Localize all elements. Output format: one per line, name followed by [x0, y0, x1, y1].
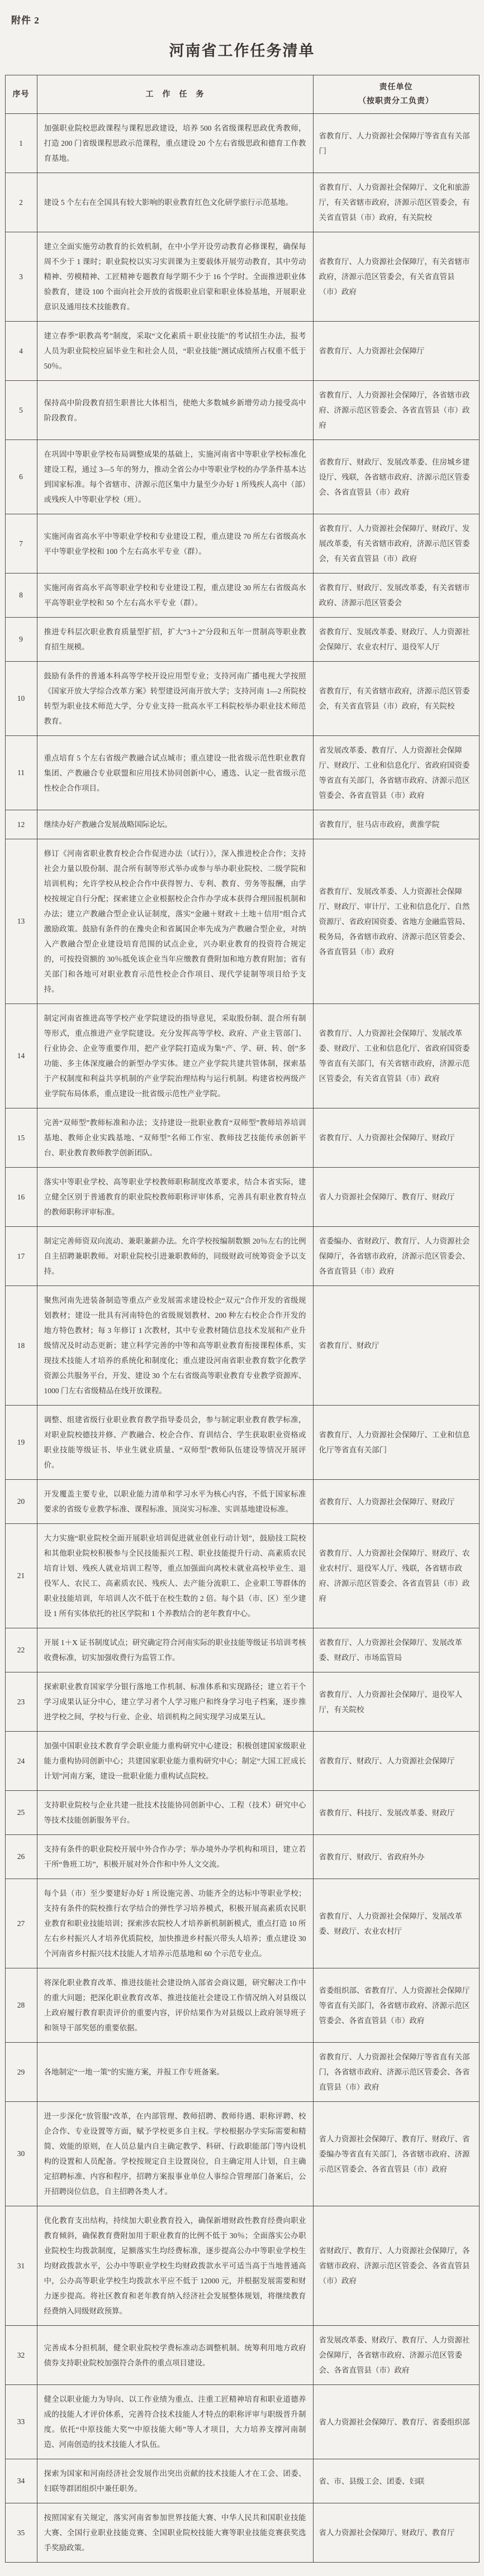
task-text: 加强中国职业技术教育学会职业能力重构研究中心建设；积极创建国家级职业能力重构协同创新中心；共建国家职业能力重构研究中心；制定“大国工匠成长计划”河南方案，建设一批职业能力重构试点院校。: [37, 1732, 313, 1791]
table-row: [5, 514, 479, 573]
table-row: [5, 322, 479, 381]
row-number: 15: [5, 1108, 37, 1168]
responsible-unit-text: 省发展改革委、教育厅、人力资源社会保障厅、财政厅、工业和信息化厅、省政府国资委等省直有关部门，各省辖市政府、济源示范区管委会、各省直管县（市）政府: [313, 736, 479, 810]
responsible-unit-text: 省、市、县级工会、团委、妇联: [313, 2459, 479, 2503]
row-number: 17: [5, 1227, 37, 1286]
row-number: 5: [5, 381, 37, 440]
col-header-unit-line1: 责任单位: [379, 83, 413, 92]
row-number: 11: [5, 736, 37, 810]
row-number: 9: [5, 618, 37, 662]
task-text: 实施河南省高水平高等职业学校和专业建设工程，重点建设 30 所左右省级高水平高等职业学校和 50 个左右高水平专业（群）。: [37, 573, 313, 618]
row-number: 6: [5, 440, 37, 514]
row-number: 14: [5, 1004, 37, 1108]
responsible-unit-text: 省教育厅、人力资源社会保障厅、财政厅、农业农村厅、退役军人厅、残联，各省辖市政府、济源示范区管委会、各省直管县（市）政府: [313, 1524, 479, 1628]
task-text: 每个县（市）至少要建好办好 1 所设施完善、功能齐全的达标中等职业学校；支持有条件的院校推行农学结合的弹性学习培养模式，积极开展高素质农民职业教育和职业技能培训；探索涉农院校人才培养新机制新模式，重点打造 10 所左右乡村振兴人才培养优质院校，加快推进乡村振兴带头人培养；重点建设 30 个河南省乡村振兴技术技能人才培养示范基地和 60 个示范专业点。: [37, 1879, 313, 1968]
task-text: 按照国家有关规定，落实河南省参加世界技能大赛、中华人民共和国职业技能大赛、全国行业职业技能竞赛、全国职业院校技能大赛等职业技能竞赛获奖选手奖励政策。: [37, 2503, 313, 2563]
task-text: 修订《河南省职业教育校企合作促进办法（试行）》，深入推进校企合作；支持社会力量以股份制、混合所有制等形式举办或参与举办职业院校、二级学院和培训机构；允许学校从校企合作中获得智力、专利、教育、劳务等报酬，由学校按规定自行分配；探索建立企业根据校企合作办学成本获得合理回报机制和办法；建立产教融合型企业认证制度，落实“金融＋财政＋土地＋信用”组合式激励政策。鼓励有条件的在豫央企和省属国企率先成为产教融合型企业，对纳入产教融合型企业建设培育范围的试点企业，兴办职业教育的投资符合规定的，可按投资额的 30％抵免该企业当年应缴教育费附加和地方教育附加；省有关部门和各地可对职业教育示范性校企合作项目、现代学徒制等项目给予支持。: [37, 839, 313, 1004]
table-body: [5, 114, 479, 2563]
task-text: 完善成本分担机制，健全职业院校学费标准动态调整机制。统筹利用地方政府债券支持职业院校加强符合条件的重点项目建设。: [37, 2326, 313, 2385]
row-number: 34: [5, 2459, 37, 2503]
table-row: [5, 2459, 479, 2503]
responsible-unit-text: 省教育厅、人力资源社会保障厅、财政厅: [313, 1108, 479, 1168]
col-header-no: 序号: [5, 75, 37, 114]
task-text: 调整、组建省级行业职业教育教学指导委员会，参与制定职业教育教学标准，对职业院校德技并修、产教融合、校企合作、育训结合、学生获取职业资格或职业技能等级证书、毕业生就业质量、“双师型”教师队伍建设等情况开展评价。: [37, 1406, 313, 1480]
task-text: 落实中等职业学校、高等职业学校教师职称制度改革要求，结合本省实际，建立健全区别于普通教育的职业院校教师职称评审体系，完善具有职业教育特点的教师职称评审标准。: [37, 1168, 313, 1227]
row-number: 13: [5, 839, 37, 1004]
task-text: 将深化职业教育改革、推进技能社会建设纳入部省会商议题，研究解决工作中的重大问题；把深化职业教育改革、推进技能社会建设工作情况纳入对县级以上政府履行教育职责评价的重要内容，评价结果作为对县级以上政府领导班子和领导干部奖惩的重要依据。: [37, 1968, 313, 2043]
table-row: [5, 1108, 479, 1168]
row-number: 4: [5, 322, 37, 381]
row-number: 12: [5, 810, 37, 839]
row-number: 8: [5, 573, 37, 618]
row-number: 33: [5, 2385, 37, 2459]
table-row: [5, 573, 479, 618]
task-text: 建立全面实施劳动教育的长效机制，在中小学开设劳动教育必修课程，确保每周不少于 1 课时；职业院校以实习实训课为主要载体开展劳动教育，其中劳动精神、劳模精神、工匠精神专题教育每学期不少于 16 个学时。全面推进职业体验教育，建设 100 个面向社会开放的省级职业启蒙和职业体验基地，开展职业意识及通用技术技能教育。: [37, 232, 313, 322]
responsible-unit-text: 省教育厅、人力资源社会保障厅、发展改革委、财政厅、农业农村厅: [313, 1879, 479, 1968]
table-row: [5, 173, 479, 232]
table-row: [5, 381, 479, 440]
row-number: 22: [5, 1628, 37, 1672]
row-number: 1: [5, 114, 37, 173]
table-row: [5, 1168, 479, 1227]
responsible-unit-text: 省教育厅、财政厅: [313, 1286, 479, 1406]
table-row: [5, 662, 479, 736]
task-text: 健全以职业能力为导向、以工作业绩为重点、注重工匠精神培育和职业道德养成的技能人才评价体系，完善符合技术技能人才特点的职称评审与职级晋升制度。依托“中原技能大奖”“中原技能大师”等人才项目，大力培养支撑河南制造、河南创造的技术技能人才队伍。: [37, 2385, 313, 2459]
col-header-unit-line2: （按职责分工负责）: [358, 97, 434, 106]
responsible-unit-text: 省教育厅、人力资源社会保障厅，各省辖市政府、济源示范区管委会、各省直管县（市）政府: [313, 381, 479, 440]
table-row: [5, 1672, 479, 1732]
responsible-unit-text: 省人力资源社会保障厅、财政厅、教育厅: [313, 2503, 479, 2563]
task-text: 开展 1＋X 证书制度试点；研究确定符合河南实际的职业技能等级证书培训考核收费标准，切实加强收费行为监管工作。: [37, 1628, 313, 1672]
responsible-unit-text: 省人力资源社会保障厅、教育厅、财政厅、省委编办等省直有关部门，各省辖市政府、济源示范区管委会、各省直管县（市）政府: [313, 2102, 479, 2206]
table-row: [5, 2326, 479, 2385]
row-number: 3: [5, 232, 37, 322]
table-row: [5, 232, 479, 322]
responsible-unit-text: 省教育厅、财政厅、人力资源社会保障厅: [313, 1732, 479, 1791]
task-text: 优化教育支出结构，持续加大职业教育投入，确保新增财政性教育经费向职业教育倾斜，确保教育费附加用于职业教育的比例不低于 30％；全面落实公办职业院校生均拨款制度，足额落实生均经费标准，逐步提高公办中等职业学校生均财政拨款水平，公办中等职业学校生均财政拨款水平可适当高于当地普通高中，公办高等职业学校生均拨款水平应不低于 12000 元，并根据发展需要和财力逐步提高。将社区教育和老年教育纳入经济社会发展整体规划，将继续教育经费纳入同级财政预算。: [37, 2206, 313, 2326]
responsible-unit-text: 省人力资源社会保障厅、教育厅、省委组织部: [313, 2385, 479, 2459]
responsible-unit-text: 省教育厅、科技厅、发展改革委、财政厅: [313, 1791, 479, 1835]
row-number: 29: [5, 2043, 37, 2102]
responsible-unit-text: 省教育厅，驻马店市政府，黄淮学院: [313, 810, 479, 839]
table-row: [5, 1524, 479, 1628]
table-row: [5, 440, 479, 514]
task-text: 在巩固中等职业学校布局调整成果的基础上，实施河南省中等职业学校标准化建设工程，通过 3—5 年的努力，推动全省公办中等职业学校的办学条件基本达到国家标准。每个省辖市、济源示范区集中力量至少办好 1 所残疾人高中（部）或残疾人中等职业学校（班）。: [37, 440, 313, 514]
row-number: 18: [5, 1286, 37, 1406]
row-number: 25: [5, 1791, 37, 1835]
responsible-unit-text: 省教育厅、人力资源社会保障厅、文化和旅游厅，有关省辖市政府，济源示范区管委会，有关省直管县（市）政府，有关院校: [313, 173, 479, 232]
table-row: [5, 618, 479, 662]
table-row: [5, 1286, 479, 1406]
table-row: [5, 2385, 479, 2459]
row-number: 10: [5, 662, 37, 736]
table-row: [5, 2102, 479, 2206]
task-text: 建立春季“职教高考”制度，采取“文化素质＋职业技能”的考试招生办法，报考人员为职业院校应届毕业生和社会人员，“职业技能”测试成绩所占权重不低于 50％。: [37, 322, 313, 381]
task-text: 推进专科层次职业教育质量型扩招，扩大“3＋2”分段和五年一贯制高等职业教育招生规模。: [37, 618, 313, 662]
table-row: [5, 1968, 479, 2043]
responsible-unit-text: 省教育厅、发展改革委、人力资源社会保障厅、财政厅、审计厅、工业和信息化厅、自然资源厅、省政府国资委、省地方金融监管局、税务局，各省辖市政府、济源示范区管委会、各省直管县（市）政府: [313, 839, 479, 1004]
responsible-unit-text: 省教育厅、人力资源社会保障厅、退役军人厅，有关院校: [313, 1672, 479, 1732]
responsible-unit-text: 省教育厅、人力资源社会保障厅、发展改革委、财政厅、市场监管局: [313, 1628, 479, 1672]
row-number: 23: [5, 1672, 37, 1732]
row-number: 16: [5, 1168, 37, 1227]
table-row: [5, 1879, 479, 1968]
responsible-unit-text: 省发展改革委、财政厅、教育厅、人力资源社会保障厅，各省辖市政府、济源示范区管委会、各省直管县（市）政府: [313, 2326, 479, 2385]
task-text: 建设 5 个左右在全国具有较大影响的职业教育红色文化研学旅行示范基地。: [37, 173, 313, 232]
responsible-unit-text: 省教育厅、人力资源社会保障厅，有关省辖市政府，济源示范区管委会，有关省直管县（市）政府: [313, 232, 479, 322]
responsible-unit-text: 省教育厅、人力资源社会保障厅、财政厅、发展改革委，有关省辖市政府，济源示范区管委会，有关省直管县（市）政府: [313, 514, 479, 573]
row-number: 35: [5, 2503, 37, 2563]
responsible-unit-text: 省教育厅、财政厅、发展改革委，有关省辖市政府、济源示范区管委会: [313, 573, 479, 618]
task-text: 进一步深化“放管服”改革，在内部管理、教师招聘、教师待遇、职称评聘、校企合作、专业设置等方面，赋予学校更多自主权。学校根据办学实际需要和精简、效能的原则，在人员总量内自主确定教学、科研、行政职能部门等内设机构的设置和人员配备。学校按规定自主设置岗位，自主确定用人计划，自主确定招聘标准、内容和程序，招聘方案报事业单位人事综合管理部门备案后，公开招聘岗位信息，自主招聘各类人才。: [37, 2102, 313, 2206]
task-text: 制定河南省推进高等学校产业学院建设的指导意见，采取股份制、混合所有制等形式，重点推进产业学院建设。充分发挥高等学校、政府、产业主管部门、行业协会、企业等重要作用，把产业学院打造成为集“产、学、研、转、创”多功能、多主体深度融合的新型办学实体。建立产业学院共建共管体制，探索基于产权制度和利益共享机制的产业学院治理结构与运行机制。构建省校两级产业学院布局体系，重点建设一批省级示范性产业学院。: [37, 1004, 313, 1108]
responsible-unit-text: 省教育厅、人力资源社会保障厅、工业和信息化厅等省直有关部门: [313, 1406, 479, 1480]
responsible-unit-text: 省委组织部、省教育厅、人力资源社会保障厅等省直有关部门，各省辖市政府、济源示范区管委会、各省直管县（市）政府: [313, 1968, 479, 2043]
row-number: 24: [5, 1732, 37, 1791]
row-number: 26: [5, 1835, 37, 1879]
table-row: [5, 839, 479, 1004]
row-number: 30: [5, 2102, 37, 2206]
table-row: [5, 1791, 479, 1835]
table-row: [5, 2503, 479, 2563]
task-text: 支持有条件的职业院校开展中外合作办学；举办境外办学机构和项目，建立若干所“鲁班工坊”，积极开展对外合作和中外人文交流。: [37, 1835, 313, 1879]
task-text: 鼓励有条件的普通本科高等学校开设应用型专业；支持河南广播电视大学按照《国家开放大学综合改革方案》转型建设河南开放大学；支持河南 1—2 所院校转型为职业技术师范大学，分专业支持一批高水平工科院校举办职业技术师范教育。: [37, 662, 313, 736]
responsible-unit-text: 省教育厅、人力资源社会保障厅、发展改革委、财政厅、工业和信息化厅、省政府国资委等省直有关部门，有关省辖市政府，济源示范区管委会，有关省直管县（市）政府: [313, 1004, 479, 1108]
row-number: 2: [5, 173, 37, 232]
task-table: [5, 75, 480, 2563]
row-number: 19: [5, 1406, 37, 1480]
table-row: [5, 736, 479, 810]
table-row: [5, 1732, 479, 1791]
row-number: 7: [5, 514, 37, 573]
responsible-unit-text: 省教育厅、人力资源社会保障厅: [313, 322, 479, 381]
table-row: [5, 2206, 479, 2326]
responsible-unit-text: 省委编办、省财政厅、教育厅、人力资源社会保障厅，各省辖市政府，济源示范区管委会、各省直管县（市）政府: [313, 1227, 479, 1286]
table-row: [5, 1480, 479, 1524]
responsible-unit-text: 省教育厅、人力资源社会保障厅、财政厅: [313, 1480, 479, 1524]
task-text: 重点培育 5 个左右省级产教融合试点城市；重点建设一批省级示范性职业教育集团、产教融合专业联盟和应用技术协同创新中心，遴选、认定一批省级示范性校企合作项目。: [37, 736, 313, 810]
table-row: [5, 1227, 479, 1286]
col-header-unit: [313, 75, 479, 114]
task-text: 制定完善师资双向流动、兼职兼薪办法。允许学校按编制数额 20％左右的比例自主招聘兼职教师。对职业院校引进兼职教师的，同级财政可统筹资金予以支持。: [37, 1227, 313, 1286]
task-text: 加强职业院校思政课程与课程思政建设，培养 500 名省级课程思政优秀教师，打造 200 门省级课程思政示范课程，重点建设 20 个左右省级思政和德育工作教育基地。: [37, 114, 313, 173]
task-text: 探索职业教育国家学分银行落地工作机制、标准体系和实现路径；建立若干个学习成果认证分中心，建立学习者个人学习账户和终身学习电子档案，逐步推进学校之间，学校与行业、企业、培训机构之间实现学习成果互认。: [37, 1672, 313, 1732]
responsible-unit-text: 省教育厅、财政厅、省政府外办: [313, 1835, 479, 1879]
row-number: 32: [5, 2326, 37, 2385]
row-number: 21: [5, 1524, 37, 1628]
row-number: 28: [5, 1968, 37, 2043]
responsible-unit-text: 省财政厅、教育厅、人力资源社会保障厅，各省辖市政府、济源示范区管委会、各省直管县（市）政府: [313, 2206, 479, 2326]
responsible-unit-text: 省教育厅，有关省辖市政府，济源示范区管委会，有关省直管县（市）政府，有关院校: [313, 662, 479, 736]
responsible-unit-text: 省人力资源社会保障厅、教育厅、财政厅: [313, 1168, 479, 1227]
table-row: [5, 2043, 479, 2102]
task-text: 开发覆盖主要专业，以职业能力清单和学习水平为核心内容，不低于国家标准要求的省级专业教学标准、课程标准、顶岗实习标准、实训基地建设标准。: [37, 1480, 313, 1524]
row-number: 27: [5, 1879, 37, 1968]
attachment-label: 附件 2: [11, 15, 40, 26]
table-row: [5, 1835, 479, 1879]
table-row: [5, 1628, 479, 1672]
task-text: 实施河南省高水平中等职业学校和专业建设工程，重点建设 70 所左右省级高水平中等职业学校和 100 个左右高水平专业（群）。: [37, 514, 313, 573]
table-row: [5, 1406, 479, 1480]
responsible-unit-text: 省教育厅、人力资源社会保障厅等省直有关部门，各省辖市政府、济源示范区管委会、各省直管县（市）政府: [313, 2043, 479, 2102]
responsible-unit-text: 省教育厅、财政厅、发展改革委、住房城乡建设厅、残联，各省辖市政府、济源示范区管委会、各省直管县（市）政府: [313, 440, 479, 514]
row-number: 31: [5, 2206, 37, 2326]
task-text: 聚焦河南先进装备制造等重点产业发展需求建设校企“双元”合作开发的省级规划教材；建设一批具有河南特色的省级规划教材、200 种左右校企合作开发的地方特色教材；每 3 年修订 1 次教材，其中专业教材随信息技术发展和产业升级情况及时动态更新；建立科学完善的中等和高等职业教育衔接课程体系，实现技术技能人才培养的系统化和制度化；重点建设河南省职业教育数字化教学资源公共服务平台，开发、建设 30 个左右省级高等职业教育专业教学资源库、1000 门左右省级精品在线开放课程。: [37, 1286, 313, 1406]
col-header-task: 工 作 任 务: [37, 75, 313, 114]
task-text: 探索为国家和河南经济社会发展作出突出贡献的技术技能人才在工会、团委、妇联等群团组织中兼任职务。: [37, 2459, 313, 2503]
page-title: 河南省工作任务清单: [169, 42, 315, 59]
row-number: 20: [5, 1480, 37, 1524]
table-row: [5, 810, 479, 839]
task-text: 大力实施“职业院校全面开展职业培训促进就业创业行动计划”，鼓励技工院校和其他职业院校积极参与全民技能振兴工程、职业技能提升行动、高素质农民培育计划、残疾人就业培训工程等，重点加强面向离校未就业高校毕业生、退役军人、农民工、高素质农民、残疾人、去产能分流职工、企业职工等群体的职业技能培训，年培训人次不低于在校生数的 2 倍。每个县（市、区）至少建设 1 所有实体依托的社区学院和 1 个养教结合的老年教育中心。: [37, 1524, 313, 1628]
task-text: 继续办好产教融合发展战略国际论坛。: [37, 810, 313, 839]
task-text: 支持职业院校与企业共建一批技术技能协同创新中心、工程（技术）研究中心等技术技能创新服务平台。: [37, 1791, 313, 1835]
task-text: 保持高中阶段教育招生职普比大体相当，使绝大多数城乡新增劳动力接受高中阶段教育。: [37, 381, 313, 440]
task-text: 完善“双师型”教师标准和办法；支持建设一批职业教育“双师型”教师培养培训基地、教师企业实践基地、“双师型”名师工作室、教师技艺技能传承创新平台、职业教育教师教学创新团队。: [37, 1108, 313, 1168]
task-text: 各地制定“一地一策”的实施方案，并报工作专班备案。: [37, 2043, 313, 2102]
responsible-unit-text: 省教育厅、人力资源社会保障厅等省直有关部门: [313, 114, 479, 173]
table-row: [5, 114, 479, 173]
responsible-unit-text: 省教育厅、发展改革委、财政厅、人力资源社会保障厅、农业农村厅、退役军人厅: [313, 618, 479, 662]
table-row: [5, 1004, 479, 1108]
table-header-row: [5, 75, 479, 114]
